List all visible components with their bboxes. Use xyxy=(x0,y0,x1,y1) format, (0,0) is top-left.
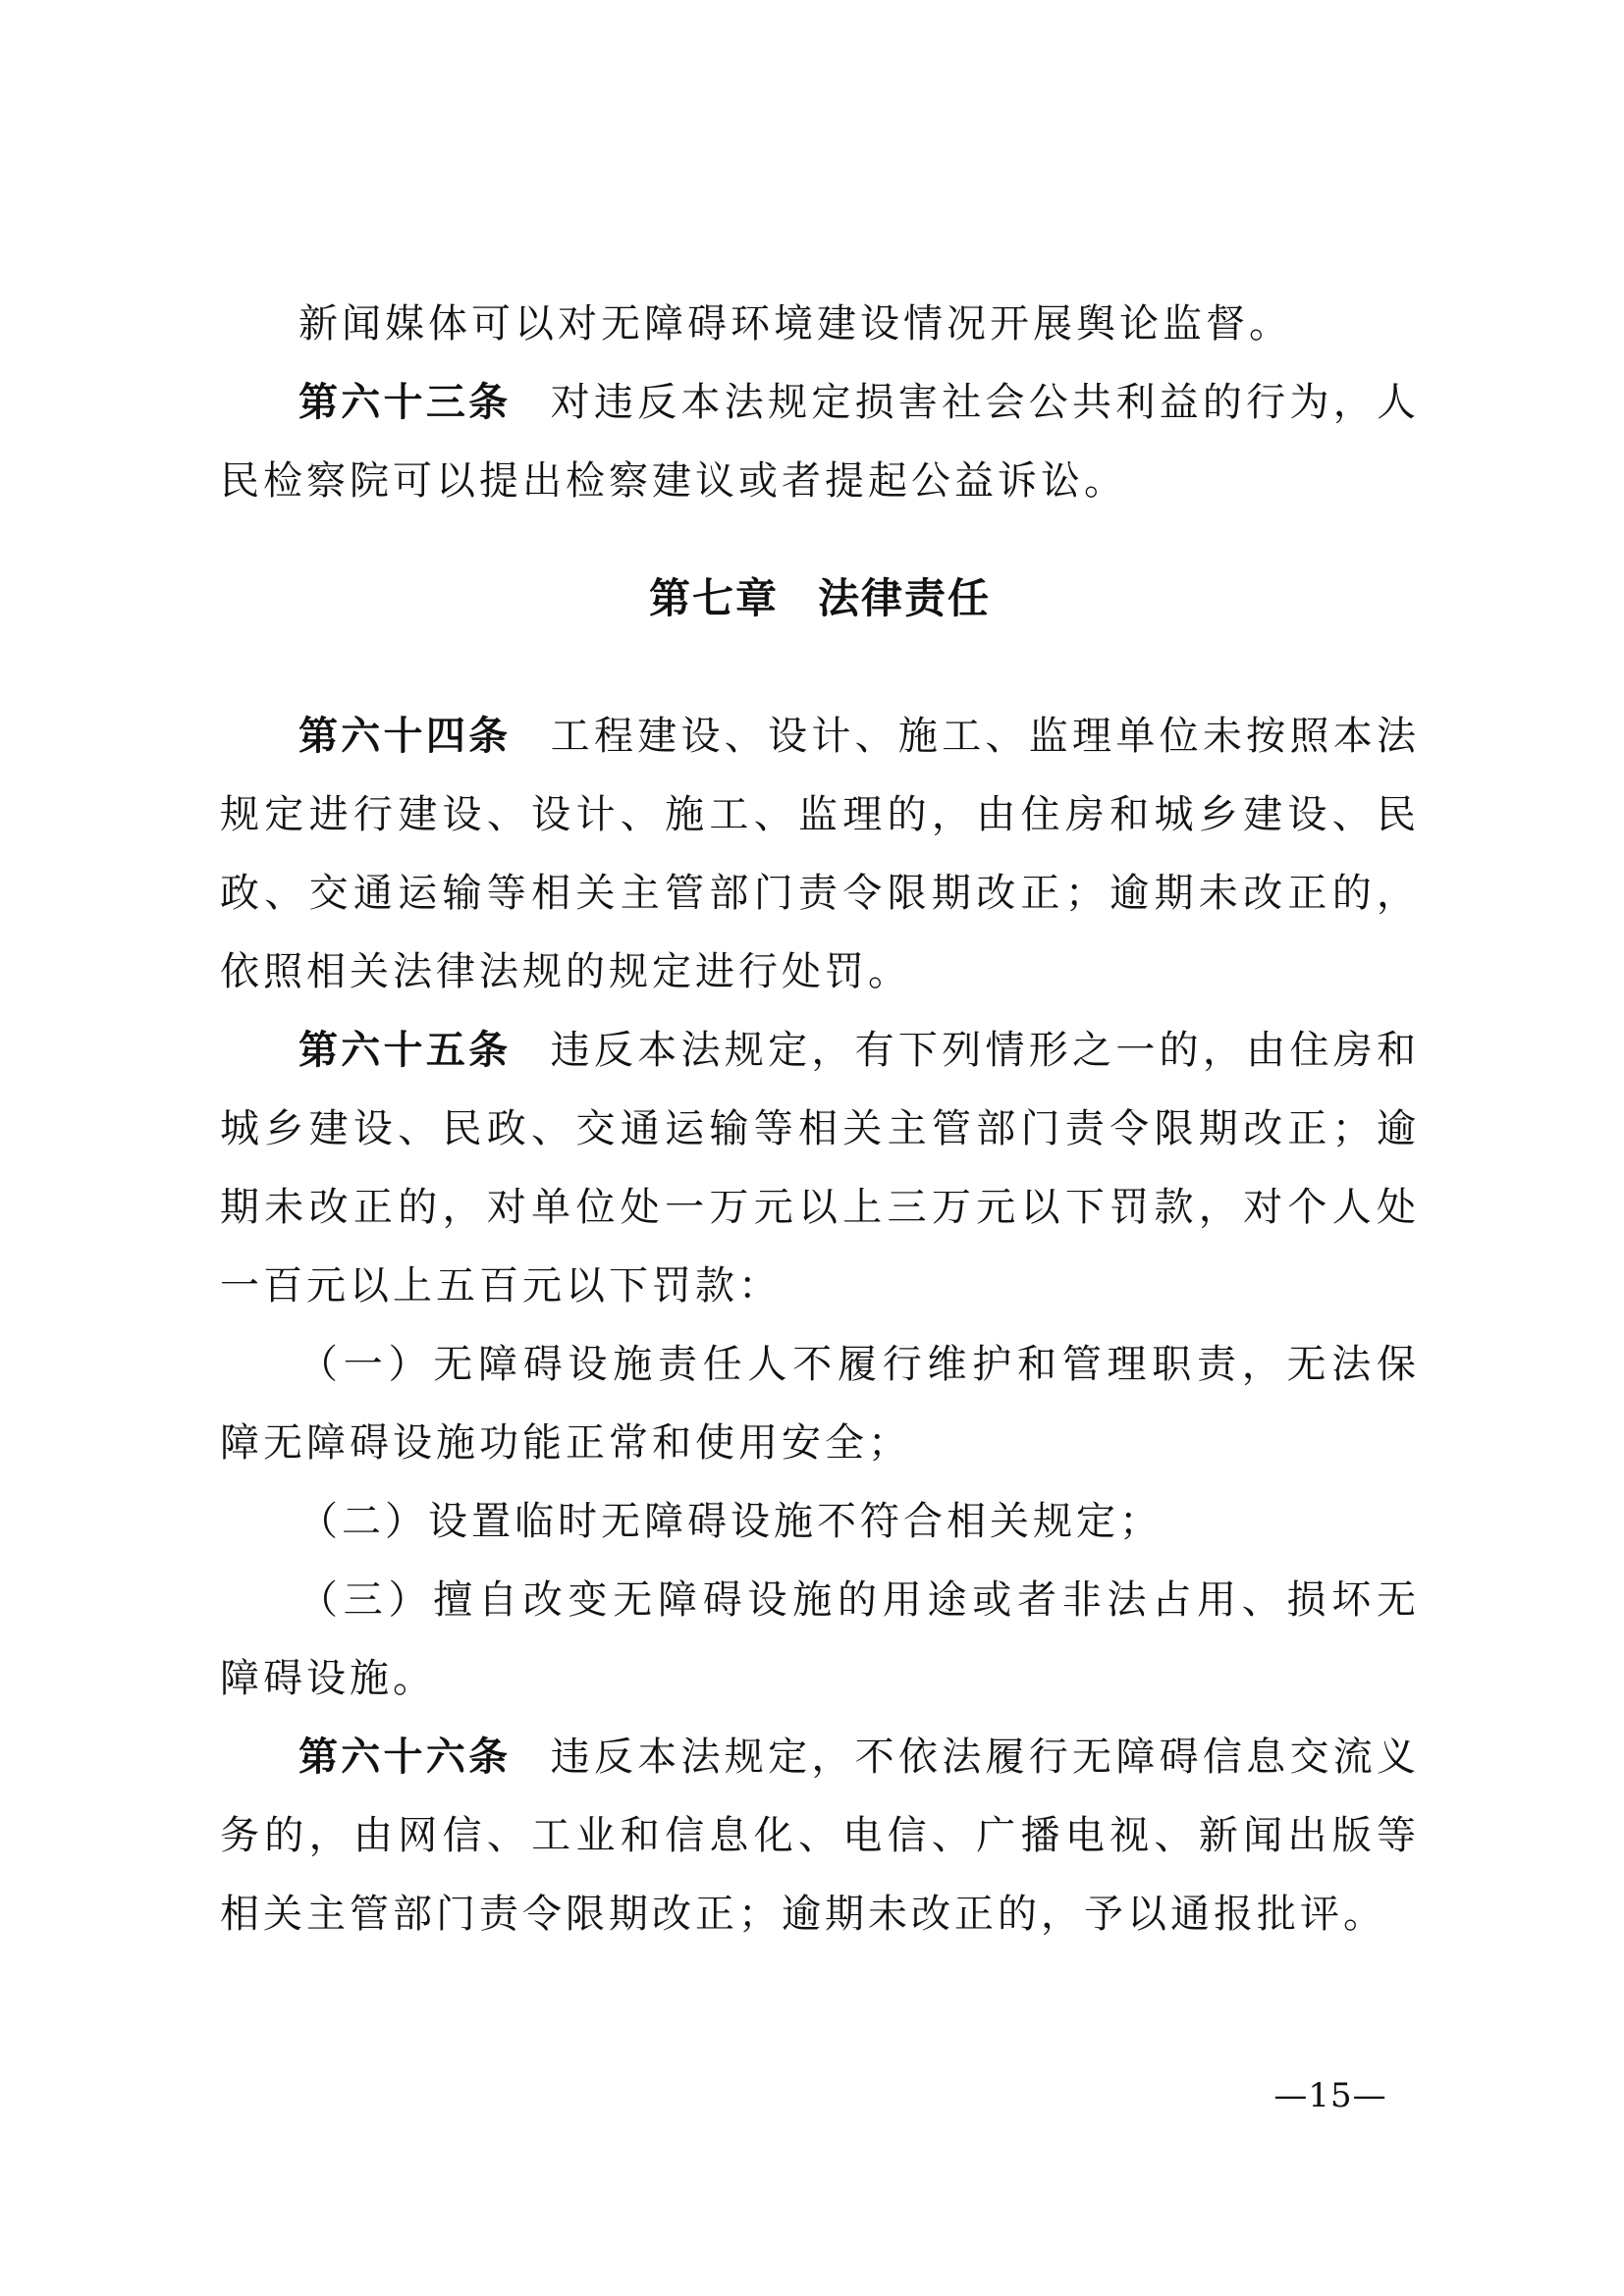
article-text: 对违反本法规定损害社会公共利益的行为，人民检察院可以提出检察建议或者提起公益诉讼。 xyxy=(220,380,1421,504)
article-66 xyxy=(220,1718,1420,1953)
article-65-item-1 xyxy=(220,1325,1420,1482)
article-title: 第六十四条 xyxy=(298,714,512,759)
article-65 xyxy=(220,1011,1420,1325)
article-65-item-3 xyxy=(220,1561,1420,1718)
chapter-title: 法律责任 xyxy=(818,574,992,622)
paragraph-text: 新闻媒体可以对无障碍环境建设情况开展舆论监督。 xyxy=(298,301,1292,347)
list-item-text: （一）无障碍设施责任人不履行维护和管理职责，无法保障无障碍设施功能正常和使用安全； xyxy=(220,1342,1420,1466)
chapter-number: 第七章 xyxy=(648,574,779,622)
article-text: 违反本法规定，有下列情形之一的，由住房和城乡建设、民政、交通运输等相关主管部门责令限期改正；逾期未改正的，对单位处一万元以上三万元以下罚款，对个人处一百元以上五百元以下罚款： xyxy=(220,1028,1421,1308)
list-item-text: （二）设置临时无障碍设施不符合相关规定； xyxy=(298,1499,1163,1544)
page-number: —15— xyxy=(1273,2076,1387,2115)
chapter-heading xyxy=(220,560,1420,638)
document-body xyxy=(220,285,1420,1953)
article-title: 第六十三条 xyxy=(298,380,512,425)
article-64 xyxy=(220,697,1420,1011)
article-text: 违反本法规定，不依法履行无障碍信息交流义务的，由网信、工业和信息化、电信、广播电视、新闻出版等相关主管部门责令限期改正；逾期未改正的，予以通报批评。 xyxy=(220,1735,1421,1937)
article-63 xyxy=(220,363,1420,520)
article-65-item-2 xyxy=(220,1482,1420,1561)
article-title: 第六十六条 xyxy=(298,1735,512,1780)
paragraph-media-supervision xyxy=(220,285,1420,363)
list-item-text: （三）擅自改变无障碍设施的用途或者非法占用、损坏无障碍设施。 xyxy=(220,1577,1420,1701)
article-title: 第六十五条 xyxy=(298,1028,512,1073)
article-text: 工程建设、设计、施工、监理单位未按照本法规定进行建设、设计、施工、监理的，由住房和城乡建设、民政、交通运输等相关主管部门责令限期改正；逾期未改正的，依照相关法律法规的规定进行处罚。 xyxy=(220,714,1421,994)
